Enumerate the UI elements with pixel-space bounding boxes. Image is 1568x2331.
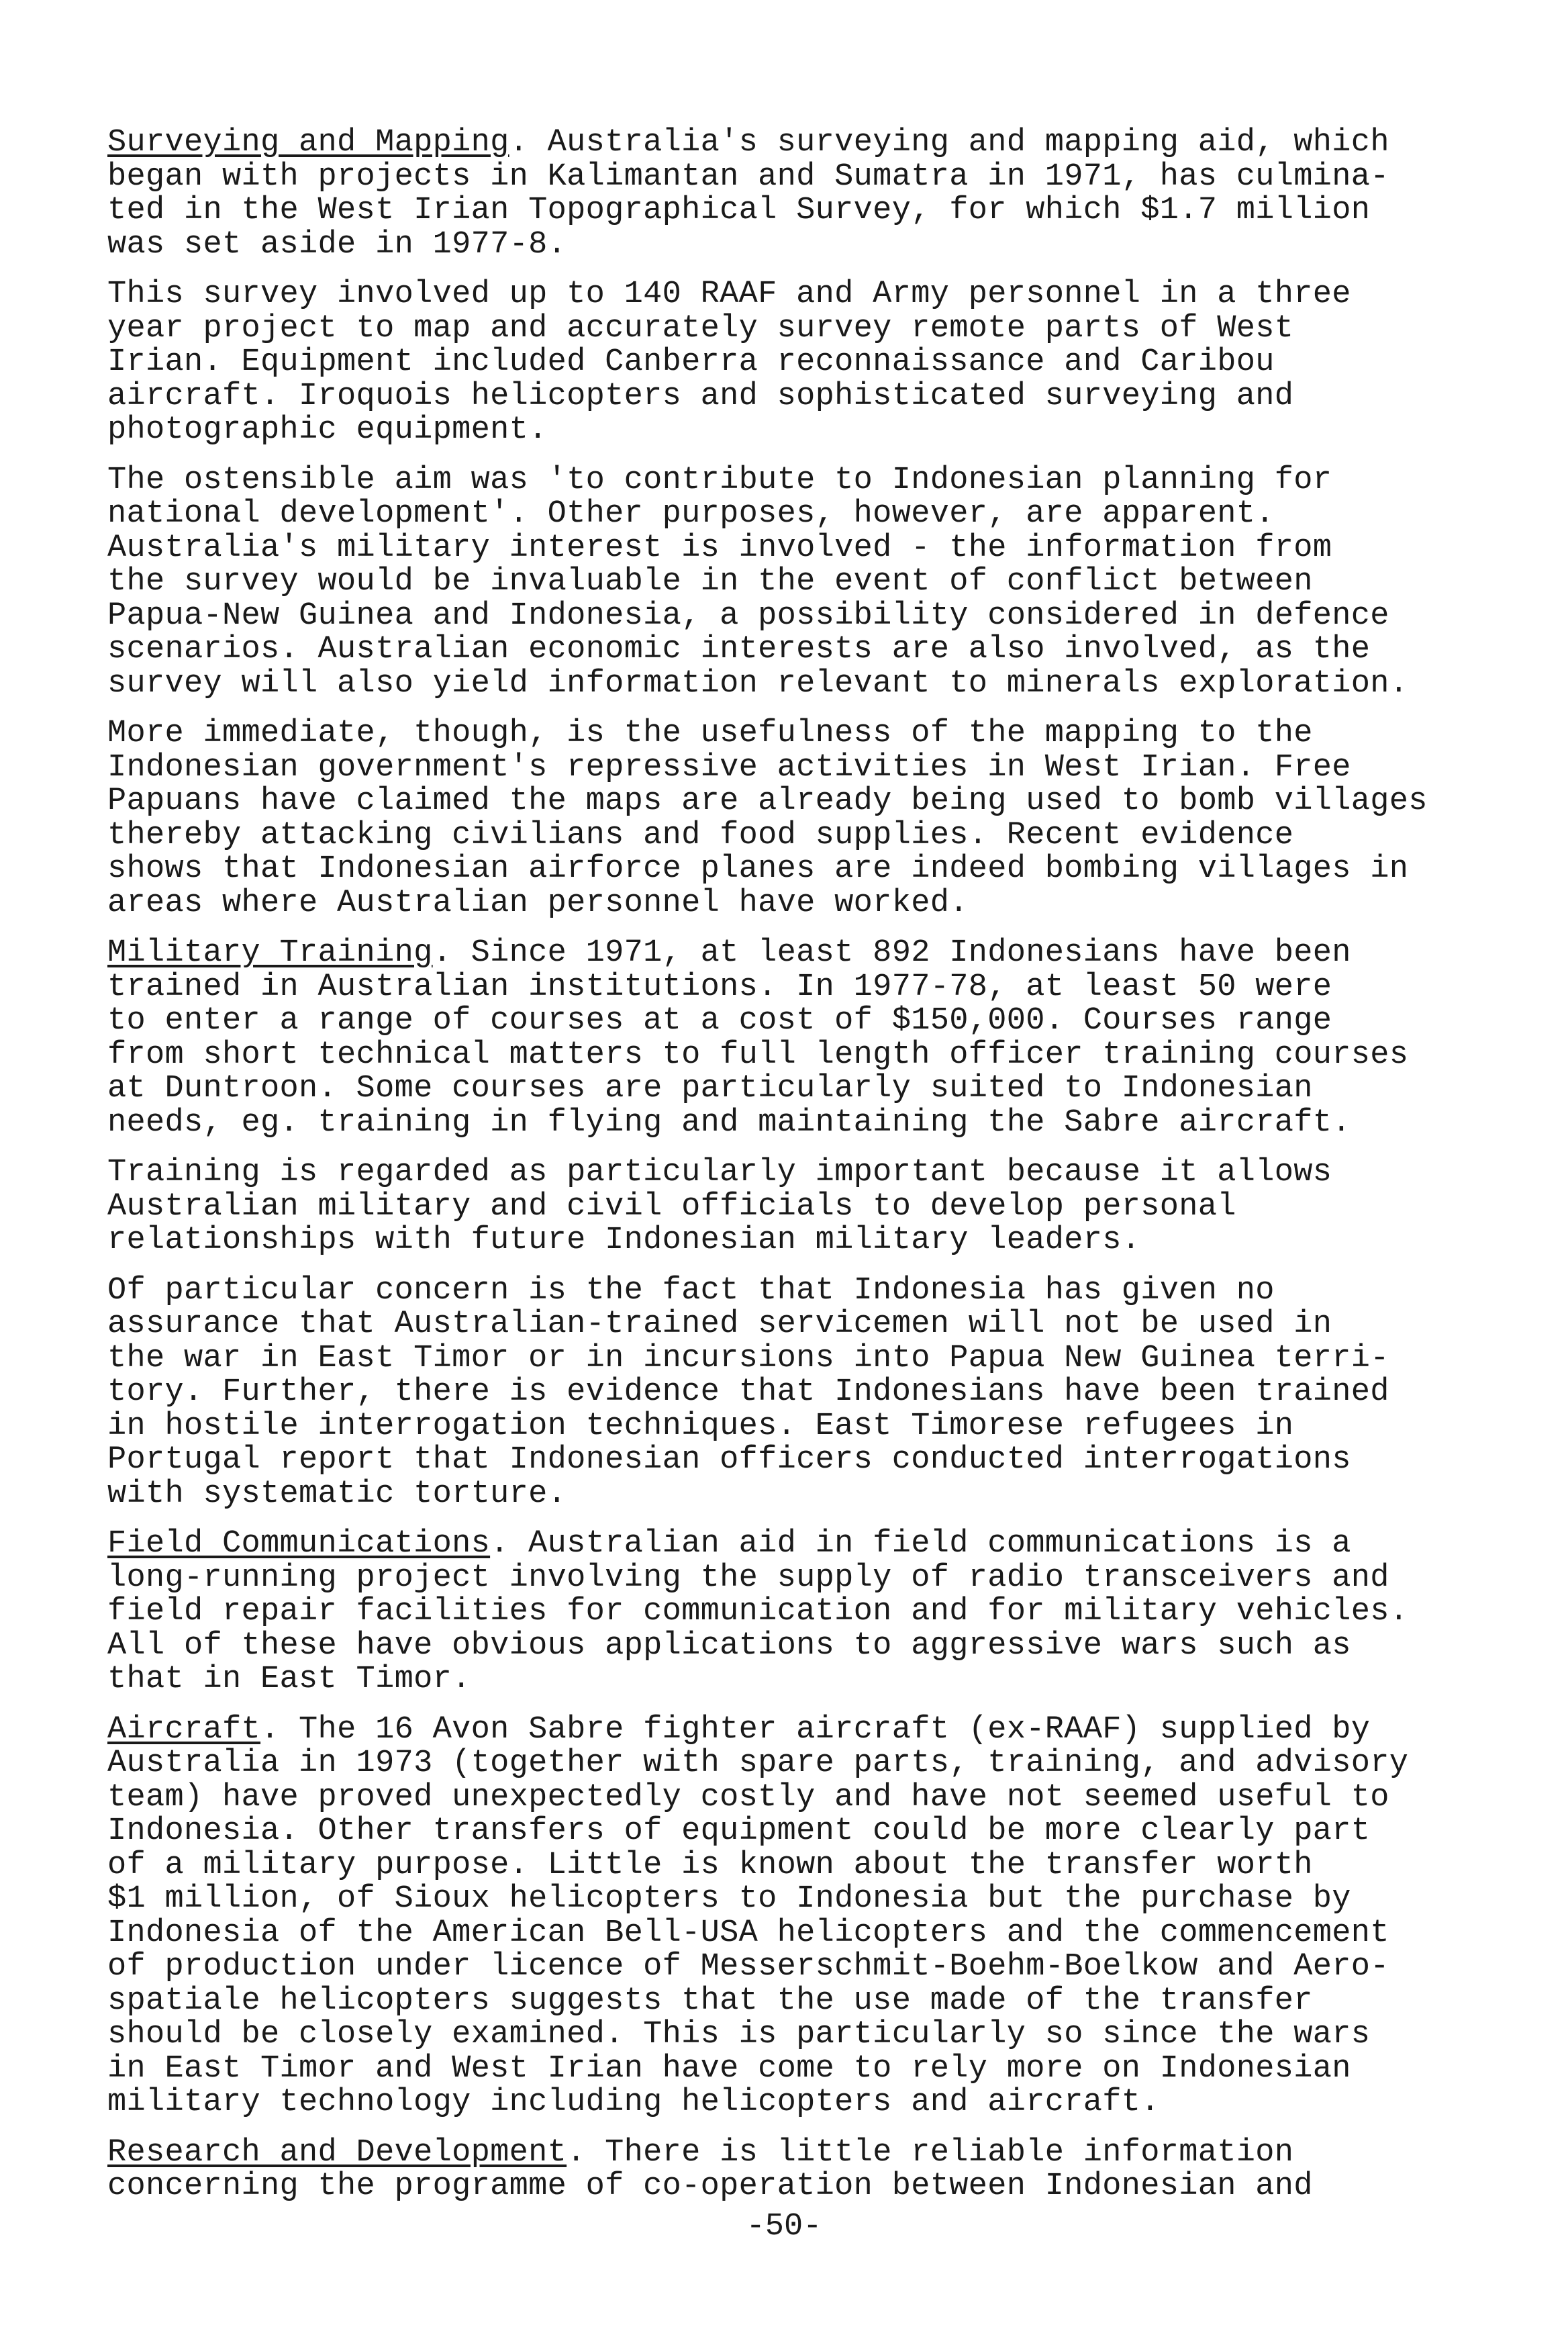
page-number: -50-: [746, 2209, 822, 2244]
section-heading-military-training: Military Training: [107, 935, 433, 971]
paragraph-survey-details: This survey involved up to 140 RAAF and Army personnel in a three year project to map and accurately survey remote parts of West Irian. Equipment included Canberra reconnaissance and Caribou aircraft. Iroquois helicopters and sophisticated surveying and photographic equipment.: [107, 277, 1351, 448]
section-heading-aircraft: Aircraft: [107, 1711, 261, 1748]
paragraph-text: . The 16 Avon Sabre fighter aircraft (ex-RAAF) supplied by Australia in 1973 (together with spare parts, training, and advisory team) have proved unexpectedly costly and have not seemed useful to Indonesia. Other transfers of equipment could be more clearly part of a military purpose. Little is known about the transfer worth $1 million, of Sioux helicopters to Indonesia but the purchase by Indonesia of the American Bell-USA helicopters and the commencement of production under licence of Messerschmit-Boehm-Boelkow and Aero- spatiale helicopters suggests that the use made of the transfer should be closely examined. This is particularly so since the wars in East Timor and West Irian have come to rely more on Indonesian military technology including helicopters and aircraft.: [107, 1711, 1409, 2120]
section-heading-field-communications: Field Communications: [107, 1526, 491, 1562]
paragraph-survey-aim: The ostensible aim was 'to contribute to Indonesian planning for national development'. Other purposes, however, are apparent. Australia's military interest is involved - the information from the survey would be invaluable in the event of conflict between Papua-New Guinea and Indonesia, a possibility considered in defence scenarios. Australian economic interests are also involved, as the survey will also yield information relevant to minerals exploration.: [107, 462, 1409, 702]
section-heading-surveying-mapping: Surveying and Mapping: [107, 125, 509, 160]
paragraph-mapping-usefulness: More immediate, though, is the usefulness of the mapping to the Indonesian government's repressive activities in West Irian. Free Papuans have claimed the maps are already being used to bomb villages thereby attacking civilians and food supplies. Recent evidence shows that Indonesian airforce planes are indeed bombing villages in areas where Australian personnel have worked.: [107, 716, 1428, 921]
paragraph-text: . Australia's surveying and mapping aid, which began with projects in Kalimantan and Sumatra in 1971, has culmina- ted in the West Irian Topographical Survey, for which $1.7 million was set aside in 1977-8.: [107, 125, 1389, 263]
paragraph-aircraft: [107, 1713, 1524, 2120]
paragraph-text: . There is little reliable information concerning the programme of co-operation between Indonesian and: [107, 2134, 1313, 2204]
paragraph-military-training: [107, 937, 1524, 1140]
paragraph-text: . Since 1971, at least 892 Indonesians have been trained in Australian institutions. In 1977-78, at least 50 were to enter a range of courses at a cost of $150,000. Courses range from short technical matters to full length officer training courses at Duntroon. Some courses are particularly suited to Indonesian needs, eg. training in flying and maintaining the Sabre aircraft.: [107, 935, 1409, 1141]
paragraph-surveying-mapping: [107, 126, 1524, 262]
document-page: [107, 126, 1524, 2220]
paragraph-research-development: [107, 2136, 1524, 2204]
paragraph-text: . Australian aid in field communications is a long-running project involving the supply of radio transceivers and field repair facilities for communication and for military vehicles. All of these have obvious applications to aggressive wars such as that in East Timor.: [107, 1526, 1409, 1697]
paragraph-field-communications: [107, 1527, 1524, 1697]
section-heading-research-development: Research and Development: [107, 2134, 567, 2171]
paragraph-training-concern: Of particular concern is the fact that Indonesia has given no assurance that Australian-trained servicemen will not be used in the war in East Timor or in incursions into Papua New Guinea terri- tory. Further, there is evidence that Indonesians have been trained in hostile interrogation techniques. East Timorese refugees in Portugal report that Indonesian officers conducted interrogations with systematic torture.: [107, 1272, 1389, 1512]
paragraph-training-importance: Training is regarded as particularly important because it allows Australian military and civil officials to develop personal relationships with future Indonesian military leaders.: [107, 1155, 1332, 1258]
